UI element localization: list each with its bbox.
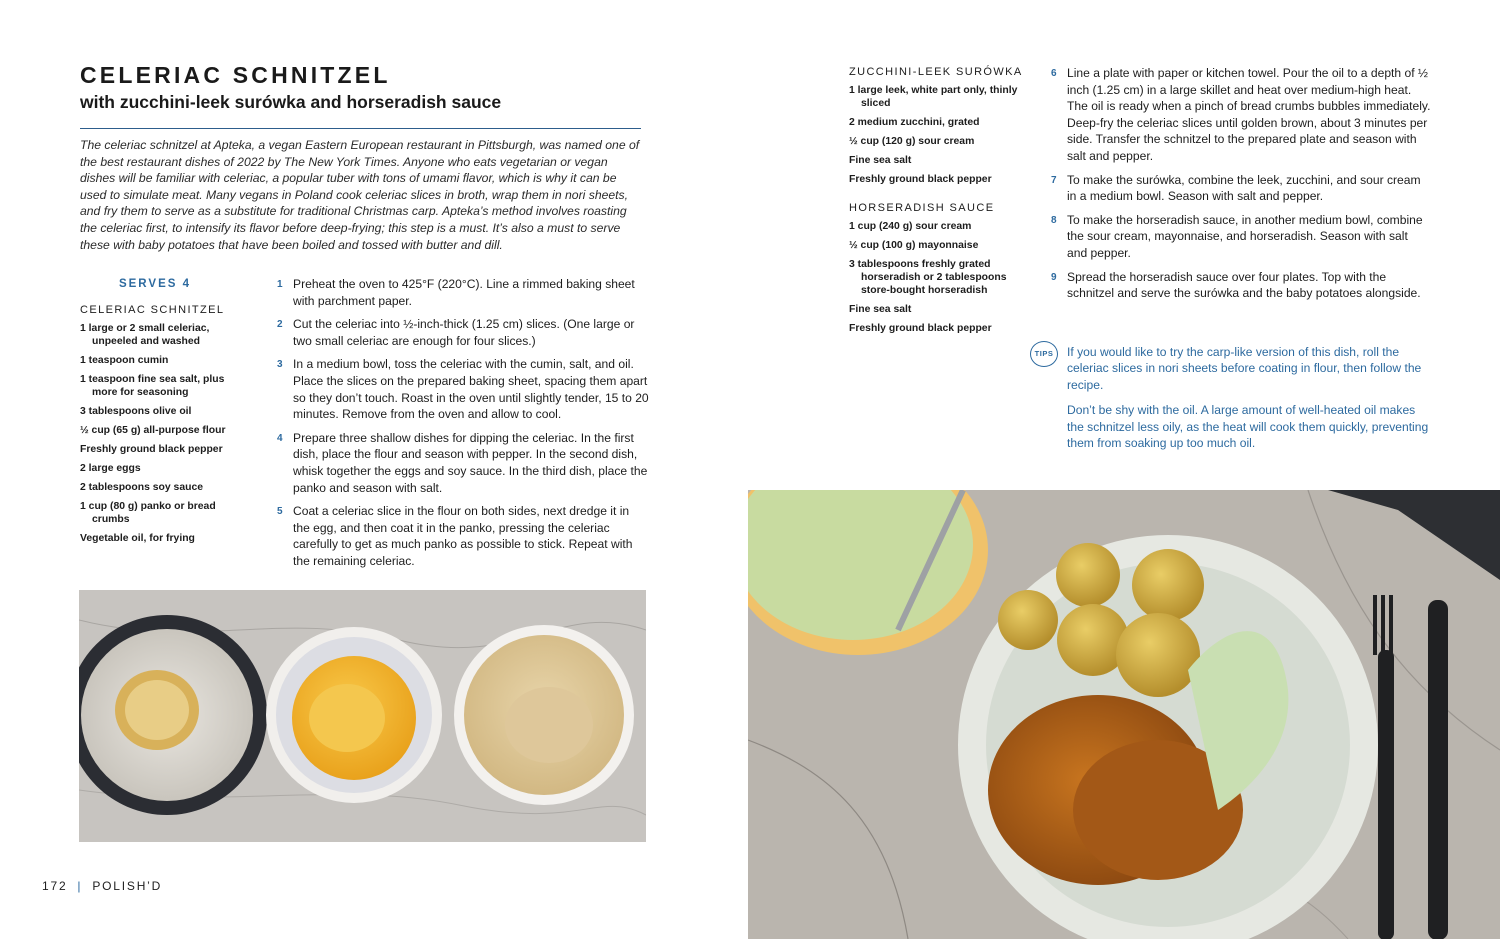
method-step	[277, 356, 649, 422]
ingredient-item: 3 tablespoons olive oil	[80, 406, 192, 417]
ingredient-item: 1 teaspoon cumin	[80, 355, 169, 366]
ingredient-item: 1 cup (240 g) sour cream	[849, 221, 972, 232]
ingredients-schnitzel	[80, 304, 250, 551]
ingredient-item: 3 tablespoons freshly grated horseradish or 2 tablespoons store-bought horseradish	[849, 259, 1007, 296]
ingredient-item: ½ cup (120 g) sour cream	[849, 136, 975, 147]
step-number: 9	[1051, 271, 1057, 283]
tips-block	[1067, 344, 1432, 460]
step-number: 1	[277, 279, 283, 290]
recipe-title: CELERIAC SCHNITZEL	[80, 62, 391, 88]
title-divider	[80, 128, 641, 129]
book-title: POLISH’D	[92, 879, 163, 893]
ingredient-item: 1 cup (80 g) panko or bread crumbs	[80, 501, 216, 525]
step-text: In a medium bowl, toss the celeriac with the cumin, salt, and oil. Place the slices on the prepared baking sheet, spacing them apart so they don’t touch. Roast in the oven until slightly tender, 15 to 20 minutes. Remove from the oven and allow to cool.	[293, 357, 649, 422]
method-step	[1051, 212, 1431, 262]
dredging-bowls-photo	[79, 590, 646, 842]
method-step	[277, 316, 649, 349]
page-number: 172	[42, 879, 68, 893]
ingredient-item: 1 large or 2 small celeriac, unpeeled and washed	[80, 323, 210, 347]
ingredient-item: Freshly ground black pepper	[80, 444, 223, 455]
ingredient-item: Fine sea salt	[849, 155, 912, 166]
serves-label: SERVES 4	[118, 278, 192, 290]
step-text: Line a plate with paper or kitchen towel. Pour the oil to a depth of ½ inch (1.25 cm) in a large skillet and heat over medium-high heat. The oil is ready when a pinch of bread crumbs bubbles immediately. Deep-fry the celeriac slices until golden brown, about 3 minutes per side. Transfer the schnitzel to the prepared plate and season with salt and pepper.	[1067, 66, 1431, 163]
method-step	[1051, 65, 1431, 165]
ingredient-item: 2 medium zucchini, grated	[849, 117, 980, 128]
step-number: 3	[277, 359, 283, 371]
ingredient-item: ½ cup (100 g) mayonnaise	[849, 240, 979, 251]
step-text: To make the surówka, combine the leek, zucchini, and sour cream in a medium bowl. Season with salt and pepper.	[1067, 172, 1421, 204]
ingredient-item: ½ cup (65 g) all-purpose flour	[80, 425, 226, 436]
step-number: 2	[277, 319, 283, 331]
method-step	[277, 430, 649, 496]
step-number: 7	[1051, 174, 1057, 186]
step-number: 4	[277, 432, 283, 444]
ingredient-list	[80, 322, 250, 545]
step-number: 6	[1051, 68, 1057, 79]
tip-text: If you would like to try the carp-like version of this dish, roll the celeriac slices in nori sheets before coating in flour, then follow the recipe.	[1067, 345, 1422, 392]
plated-schnitzel-photo	[748, 490, 1500, 939]
ingredient-item: Freshly ground black pepper	[849, 323, 992, 334]
ingredient-item: Freshly ground black pepper	[849, 174, 992, 185]
step-text: Cut the celeriac into ½-inch-thick (1.25 cm) slices. (One large or two small celeriac are enough for four slices.)	[293, 317, 635, 348]
ingredients-heading: ZUCCHINI-LEEK SURÓWKA	[849, 66, 1023, 78]
ingredient-item: 1 large leek, white part only, thinly sliced	[849, 85, 1018, 109]
method-steps-right	[1051, 65, 1431, 309]
step-text: To make the horseradish sauce, in another medium bowl, combine the sour cream, mayonnaise, and horseradish. Season with salt and pepper.	[1067, 212, 1423, 260]
recipe-subtitle: with zucchini-leek surówka and horseradish sauce	[80, 92, 502, 112]
ingredients-heading: HORSERADISH SAUCE	[849, 202, 995, 214]
ingredient-list	[849, 220, 1029, 335]
recipe-intro: The celeriac schnitzel at Apteka, a vegan Eastern European restaurant in Pittsburgh, was named one of the best restaurant dishes of 2022 by The New York Times. Anyone who eats vegetarian or vegan dishes will be familiar with celeriac, a popular tuber with tons of umami flavor, which is why it can be used to simulate meat. Many vegans in Poland cook celeriac slices in broth, wrap them in nori sheets, and fry them to serve as a substitute for traditional Christmas carp. Apteka’s method involves roasting the celeriac first, to intensify its flavor before deep-frying; this step is a must. It’s also a must to serve these with baby potatoes that have been boiled and tossed with butter and dill.	[80, 138, 640, 252]
method-step	[277, 276, 649, 309]
method-step	[1051, 269, 1431, 302]
step-text: Spread the horseradish sauce over four plates. Top with the schnitzel and serve the surówka and the baby potatoes alongside.	[1067, 269, 1421, 301]
step-number: 5	[277, 506, 283, 518]
method-step	[277, 503, 649, 569]
step-text: Prepare three shallow dishes for dipping the celeriac. In the first dish, place the flour and season with pepper. In the second dish, whisk together the eggs and soy sauce. In the third dish, place the panko and season with salt.	[293, 430, 648, 495]
tip-text: Don’t be shy with the oil. A large amount of well-heated oil makes the schnitzel less oily, as the heat will cook them quickly, preventing them from soaking up too much oil.	[1067, 403, 1429, 451]
page-footer	[42, 879, 162, 893]
step-number: 8	[1051, 214, 1057, 226]
method-step	[1051, 172, 1431, 205]
ingredient-item: 1 teaspoon fine sea salt, plus more for seasoning	[80, 374, 225, 398]
ingredients-right	[849, 66, 1029, 341]
footer-separator: |	[77, 879, 83, 893]
ingredient-item: Vegetable oil, for frying	[80, 533, 195, 544]
ingredient-item: 2 tablespoons soy sauce	[80, 482, 204, 493]
tips-badge: TIPS	[1030, 341, 1058, 367]
ingredient-item: Fine sea salt	[849, 304, 912, 315]
method-steps-left	[277, 276, 649, 577]
ingredient-list	[849, 84, 1029, 186]
ingredient-item: 2 large eggs	[80, 463, 141, 474]
step-text: Coat a celeriac slice in the flour on both sides, next dredge it in the egg, and then coat it in the panko, pressing the celeriac carefully to get as much panko as possible to stick. Repeat with the remaining celeriac.	[293, 504, 633, 568]
step-text: Preheat the oven to 425°F (220°C). Line a rimmed baking sheet with parchment paper.	[293, 277, 635, 308]
ingredients-heading: CELERIAC SCHNITZEL	[80, 304, 225, 316]
